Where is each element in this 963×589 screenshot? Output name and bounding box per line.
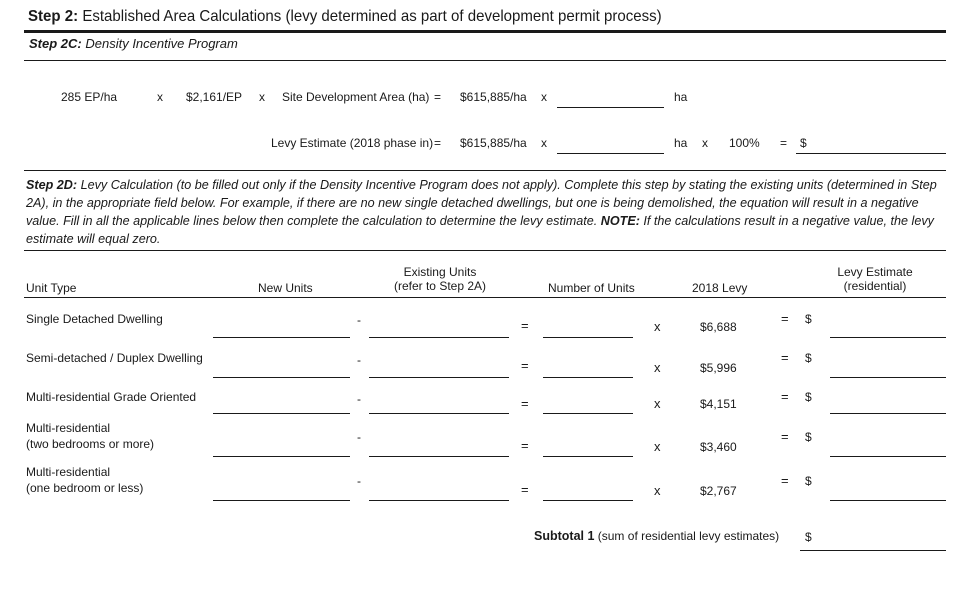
number-of-units-field[interactable] bbox=[543, 337, 633, 338]
minus-sign: - bbox=[357, 474, 361, 488]
multiply-sign: x bbox=[654, 319, 661, 334]
equals-sign: = bbox=[521, 438, 529, 453]
header-levy-estimate-line1: Levy Estimate bbox=[837, 265, 913, 279]
equals-sign: = bbox=[521, 396, 529, 411]
minus-sign: - bbox=[357, 430, 361, 444]
header-new-units: New Units bbox=[258, 281, 313, 295]
levy-estimate-field[interactable] bbox=[830, 500, 946, 501]
header-existing-units bbox=[380, 265, 500, 293]
dollar-sign: $ bbox=[805, 430, 812, 444]
number-of-units-field[interactable] bbox=[543, 456, 633, 457]
rate-per-ha: $615,885/ha bbox=[460, 136, 527, 150]
ha-unit: ha bbox=[674, 90, 688, 104]
new-units-field[interactable] bbox=[213, 456, 350, 457]
unit-type-label: Multi-residential bbox=[26, 465, 111, 479]
step2c-rule bbox=[24, 60, 946, 61]
step2d-text: Levy Calculation (to be filled out only if the Density Incentive Program does not apply). Complete this step by stating the existing units (determined in Step 2A), in the appropriate field below. For example, if there are no new single detached dwellings, but one is being demolished, the equation will result in a negative value. Fill in all the applicable lines below then complete the calculation to determine the levy estimate. bbox=[26, 178, 937, 228]
unit-type-label: Multi-residential bbox=[26, 421, 111, 435]
dollar-sign: $ bbox=[805, 530, 812, 544]
step2c-title: Density Incentive Program bbox=[85, 36, 238, 51]
new-units-field[interactable] bbox=[213, 377, 350, 378]
header-unit-type: Unit Type bbox=[26, 281, 77, 295]
multiply-sign: x bbox=[654, 396, 661, 411]
header-existing-units-line1: Existing Units bbox=[403, 265, 477, 279]
equals-sign: = bbox=[781, 389, 789, 404]
levy-estimate-field[interactable] bbox=[830, 377, 946, 378]
existing-units-field[interactable] bbox=[369, 500, 509, 501]
dollar-sign: $ bbox=[800, 136, 807, 150]
step2-rule bbox=[24, 30, 946, 33]
ha-unit: ha bbox=[674, 136, 688, 150]
multiply-sign: x bbox=[654, 483, 661, 498]
unit-type-sublabel: (two bedrooms or more) bbox=[26, 437, 155, 451]
number-of-units-field[interactable] bbox=[543, 500, 633, 501]
header-existing-units-line2: (refer to Step 2A) bbox=[393, 279, 487, 293]
minus-sign: - bbox=[357, 392, 361, 406]
equals-sign: = bbox=[521, 482, 529, 497]
multiply-sign: x bbox=[654, 360, 661, 375]
step2-title: Established Area Calculations (levy determined as part of development permit process) bbox=[82, 8, 662, 25]
levy-rate: $6,688 bbox=[700, 320, 737, 334]
header-levy-estimate-line2: (residential) bbox=[843, 279, 907, 293]
step2-heading bbox=[28, 8, 662, 26]
subtotal-label-group bbox=[534, 529, 779, 543]
header-2018-levy: 2018 Levy bbox=[692, 281, 748, 295]
levy-estimate-label: Levy Estimate (2018 phase in) bbox=[271, 136, 434, 150]
header-number-of-units: Number of Units bbox=[548, 281, 635, 295]
number-of-units-field[interactable] bbox=[543, 377, 633, 378]
multiply-sign: x bbox=[157, 90, 163, 104]
multiply-sign: x bbox=[702, 136, 708, 150]
dollar-sign: $ bbox=[805, 312, 812, 326]
equals-sign: = bbox=[434, 136, 442, 150]
multiply-sign: x bbox=[654, 439, 661, 454]
step2c-heading bbox=[29, 36, 238, 51]
equals-sign: = bbox=[781, 429, 789, 444]
step2d-instructions bbox=[26, 176, 946, 248]
multiply-sign: x bbox=[259, 90, 265, 104]
equals-sign: = bbox=[781, 473, 789, 488]
subtotal-field[interactable] bbox=[800, 550, 946, 551]
header-levy-estimate bbox=[820, 265, 930, 293]
new-units-field[interactable] bbox=[213, 337, 350, 338]
equals-sign: = bbox=[781, 350, 789, 365]
existing-units-field[interactable] bbox=[369, 456, 509, 457]
step2d-label: Step 2D: bbox=[26, 178, 78, 192]
number-of-units-field[interactable] bbox=[543, 413, 633, 414]
levy-estimate-field[interactable] bbox=[830, 456, 946, 457]
equals-sign: = bbox=[780, 136, 788, 150]
existing-units-field[interactable] bbox=[369, 377, 509, 378]
existing-units-field[interactable] bbox=[369, 413, 509, 414]
dollar-sign: $ bbox=[805, 351, 812, 365]
dollar-sign: $ bbox=[805, 390, 812, 404]
levy-rate: $3,460 bbox=[700, 440, 737, 454]
levy-area-field[interactable] bbox=[557, 153, 664, 154]
multiply-sign: x bbox=[541, 90, 547, 104]
unit-type-label: Multi-residential Grade Oriented bbox=[26, 390, 197, 404]
rate-per-ha: $615,885/ha bbox=[460, 90, 527, 104]
site-area-label: Site Development Area (ha) bbox=[282, 90, 430, 104]
unit-type-label: Single Detached Dwelling bbox=[26, 312, 163, 326]
ep-rate: 285 EP/ha bbox=[61, 90, 118, 104]
note-label: NOTE: bbox=[600, 214, 640, 228]
levy-estimate-field[interactable] bbox=[830, 413, 946, 414]
subtotal-description: (sum of residential levy estimates) bbox=[597, 529, 780, 543]
minus-sign: - bbox=[357, 313, 361, 327]
equals-sign: = bbox=[781, 311, 789, 326]
levy-rate: $5,996 bbox=[700, 361, 737, 375]
step2d-top-rule bbox=[24, 170, 946, 171]
minus-sign: - bbox=[357, 353, 361, 367]
levy-rate: $4,151 bbox=[700, 397, 737, 411]
unit-type-label: Semi-detached / Duplex Dwelling bbox=[26, 351, 203, 365]
per-ep-rate: $2,161/EP bbox=[186, 90, 243, 104]
note-text: If the calculations result in a negative value, the levy estimate will equal zero. bbox=[26, 214, 934, 246]
dollar-sign: $ bbox=[805, 474, 812, 488]
phase-in-percent: 100% bbox=[729, 136, 760, 150]
new-units-field[interactable] bbox=[213, 413, 350, 414]
subtotal-label: Subtotal 1 bbox=[534, 529, 595, 543]
equals-sign: = bbox=[521, 358, 529, 373]
existing-units-field[interactable] bbox=[369, 337, 509, 338]
site-area-field[interactable] bbox=[557, 107, 664, 108]
multiply-sign: x bbox=[541, 136, 547, 150]
step2d-bottom-rule bbox=[24, 250, 946, 251]
unit-type-sublabel: (one bedroom or less) bbox=[26, 481, 144, 495]
levy-estimate-2c-field[interactable] bbox=[796, 153, 946, 154]
header-rule bbox=[24, 297, 946, 298]
new-units-field[interactable] bbox=[213, 500, 350, 501]
levy-estimate-field[interactable] bbox=[830, 337, 946, 338]
equals-sign: = bbox=[521, 318, 529, 333]
equals-sign: = bbox=[434, 90, 442, 104]
step2c-label: Step 2C: bbox=[29, 36, 82, 51]
step2-label: Step 2: bbox=[28, 8, 79, 25]
levy-rate: $2,767 bbox=[700, 484, 737, 498]
